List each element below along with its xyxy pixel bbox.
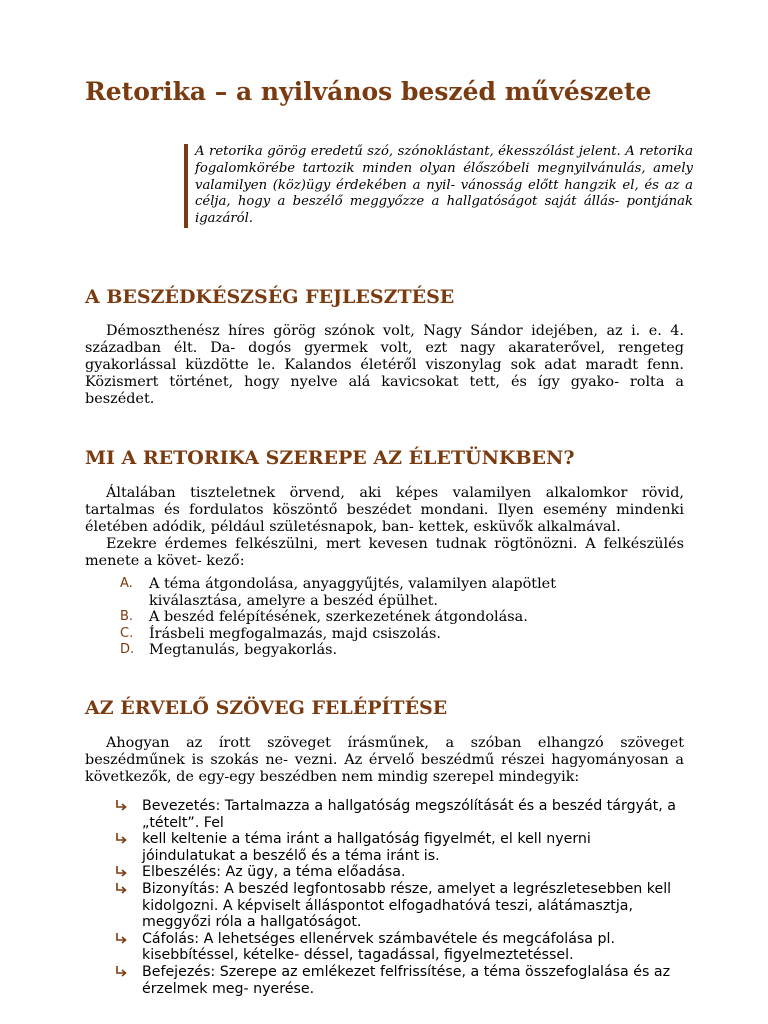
list-item bbox=[110, 964, 685, 997]
list-item-text: Írásbeli megfogalmazás, majd csiszolás. bbox=[149, 625, 442, 642]
section-paragraph: Általában tiszteletnek örvend, aki képes valamilyen alkalomkor rövid, tartalmas és fordulatos köszöntő beszédet mondani. Ilyen esemény mindenki életében adódik, például születésnapok, ban- kettek, esküvők alkalmával. bbox=[85, 485, 684, 535]
section-paragraph: Ezekre érdemes felkészülni, mert kevesen tudnak rögtönözni. A felkészülés menete a követ- kező: bbox=[85, 536, 684, 569]
list-item bbox=[110, 931, 685, 964]
list-marker: D. bbox=[120, 642, 135, 657]
list-item bbox=[110, 831, 685, 864]
section-paragraph: Démoszthenész híres görög szónok volt, Nagy Sándor idejében, az i. e. 4. században élt. Da- dogós gyermek volt, ezt nagy akaraterővel, rengeteg gyakorlással küzdötte le. Kalandos életéről viszonylag sok adat maradt fenn. Közismert történet, hogy nyelve alá kavicsokat tett, és így gyako- rolta a beszédet. bbox=[85, 323, 684, 407]
section-heading-ervelo-szoveg: AZ ÉRVELŐ SZÖVEG FELÉPÍTÉSE bbox=[85, 697, 448, 719]
list-marker: B. bbox=[120, 609, 134, 624]
list-item bbox=[110, 798, 685, 831]
preparation-steps-list bbox=[85, 576, 605, 659]
list-item bbox=[85, 609, 605, 626]
list-marker: C. bbox=[120, 625, 134, 641]
list-item-text: Befejezés: Szerepe az emlékezet felfrissítése, a téma összefoglalása és az érzelmek meg- nyerése. bbox=[142, 963, 671, 997]
list-item-text: Bizonyítás: A beszéd legfontosabb része, amelyet a legrészletesebben kell kidolgozni. A képviselt álláspontot elfogadhatóvá teszi, alátámasztja, meggyőzi róla a hallgatóságot. bbox=[142, 880, 672, 931]
arrow-bullet-icon bbox=[114, 932, 128, 946]
list-item-text: Cáfolás: A lehetséges ellenérvek számbavétele és megcáfolása pl. kisebbítéssel, kételke- déssel, tagadással, figyelmeztetéssel. bbox=[142, 930, 615, 964]
arrow-bullet-icon bbox=[114, 965, 128, 979]
page-title: Retorika – a nyilvános beszéd művészete bbox=[85, 77, 652, 106]
section-paragraph: Ahogyan az írott szöveget írásműnek, a szóban elhangzó szöveget beszédműnek is szokás ne- vezni. Az érvelő beszédmű részei hagyományosan a következők, de egy-egy beszédben nem mindig szerepel mindegyik: bbox=[85, 735, 684, 785]
list-item bbox=[110, 864, 685, 881]
list-item bbox=[85, 576, 605, 609]
section-heading-beszedkeszseg: A BESZÉDKÉSZSÉG FEJLESZTÉSE bbox=[85, 286, 455, 308]
list-item bbox=[110, 881, 685, 931]
arrow-bullet-icon bbox=[114, 865, 128, 879]
list-item-text: Megtanulás, begyakorlás. bbox=[149, 642, 338, 658]
list-item-text: A beszéd felépítésének, szerkezetének átgondolása. bbox=[149, 609, 528, 625]
speech-parts-list bbox=[110, 798, 685, 997]
arrow-bullet-icon bbox=[114, 832, 128, 846]
abstract-quote: A retorika görög eredetű szó, szónoklástant, ékesszólást jelent. A retorika fogalomkörébe tartozik minden olyan élőszóbeli megnyilvánulás, amely valamilyen (köz)ügy érdekében a nyil- vánosság előtt hangzik el, és az a célja, hogy a beszélő meggyőzze a hallgatóságot saját állás- pontjának igazáról. bbox=[184, 144, 693, 228]
list-item-text: A téma átgondolása, anyaggyűjtés, valamilyen alapötlet kiválasztása, amelyre a beszéd épülhet. bbox=[149, 576, 556, 609]
list-item-text: Bevezetés: Tartalmazza a hallgatóság megszólítását és a beszéd tárgyát, a „tételt”. Fel bbox=[142, 798, 676, 831]
list-item bbox=[85, 642, 605, 659]
list-item-text: kell keltenie a téma iránt a hallgatóság figyelmét, el kell nyerni jóindulatukat a beszélő és a téma iránt is. bbox=[142, 831, 591, 864]
list-marker: A. bbox=[120, 576, 133, 591]
section-heading-retorika-szerepe: MI A RETORIKA SZEREPE AZ ÉLETÜNKBEN? bbox=[85, 447, 575, 469]
list-item bbox=[85, 626, 605, 643]
list-item-text: Elbeszélés: Az ügy, a téma előadása. bbox=[142, 864, 406, 881]
arrow-bullet-icon bbox=[114, 882, 128, 896]
arrow-bullet-icon bbox=[114, 799, 128, 813]
